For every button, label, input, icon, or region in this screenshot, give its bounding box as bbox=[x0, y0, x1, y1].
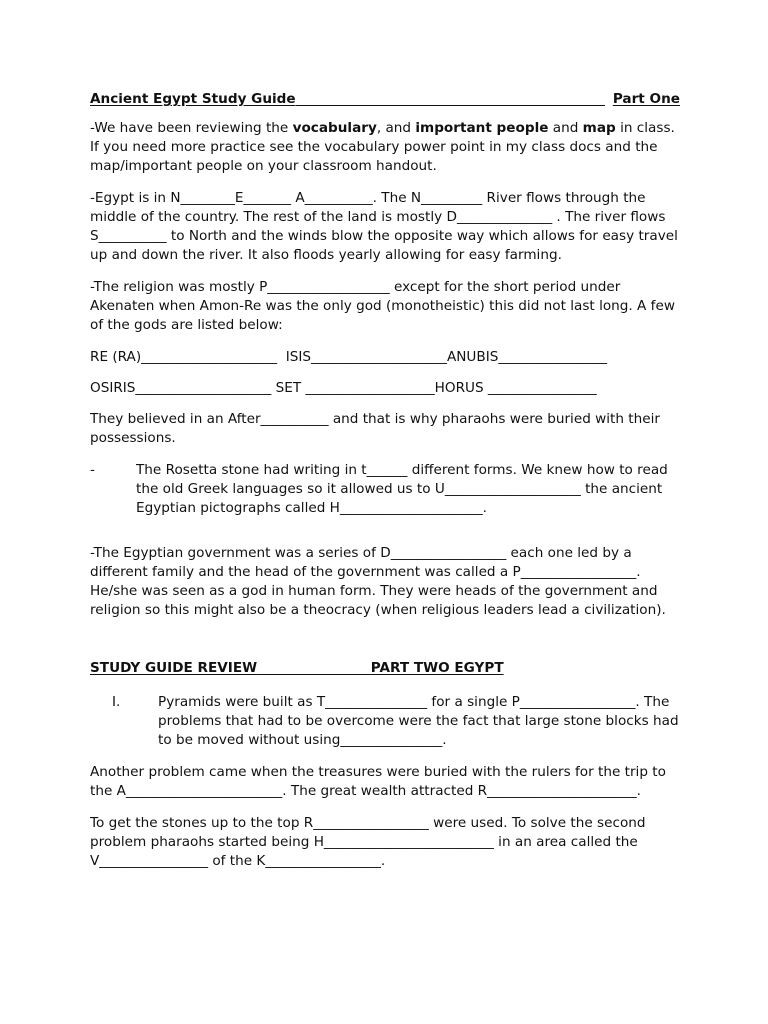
intro-paragraph bbox=[90, 119, 680, 176]
gods-row-2: OSIRIS____________________ SET ___________________HORUS ________________ bbox=[90, 380, 597, 396]
document-header bbox=[90, 90, 680, 109]
government-paragraph: -The Egyptian government was a series of D_________________ each one led by a different family and the head of the government was called a P_________________. He/she was seen as a god in human form. They were heads of the government and religion so this might also be a theocracy (when religious leaders lead a civilization). bbox=[90, 545, 666, 618]
study-guide-page bbox=[90, 90, 680, 884]
document-title: Ancient Egypt Study Guide bbox=[90, 91, 296, 107]
problem-paragraph: Another problem came when the treasures were buried with the rulers for the trip to the A_______________________. The great wealth attracted R______________________. bbox=[90, 764, 666, 799]
spacer bbox=[90, 633, 680, 659]
spacer bbox=[90, 518, 680, 544]
rosetta-text: The Rosetta stone had writing in t______ different forms. We knew how to read the old Greek languages so it allowed us to U____________________ the ancient Egyptian pictographs called H_____________________. bbox=[136, 462, 668, 516]
review-heading bbox=[90, 659, 680, 678]
review-title: STUDY GUIDE REVIEW bbox=[90, 660, 258, 676]
part-label: Part One bbox=[612, 91, 680, 107]
item-number: I. bbox=[112, 694, 121, 710]
rosetta-dash: - bbox=[90, 462, 95, 478]
numbered-item-1 bbox=[90, 693, 680, 750]
rosetta-item bbox=[90, 461, 680, 518]
review-gap bbox=[257, 660, 371, 676]
intro-mid2: and bbox=[548, 120, 583, 136]
afterlife-paragraph: They believed in an After__________ and that is why pharaohs were buried with their possessions. bbox=[90, 411, 660, 446]
gods-row-1: RE (RA)____________________ ISIS____________________ANUBIS________________ bbox=[90, 349, 608, 365]
map-term: map bbox=[582, 120, 616, 136]
geography-paragraph: -Egypt is in N________E_______ A__________. The N_________ River flows through the middle of the country. The rest of the land is mostly D______________ . The river flows S__________ to North and the winds blow the opposite way which allows for easy travel up and down the river. It also floods yearly allowing for easy farming. bbox=[90, 190, 678, 263]
religion-paragraph: -The religion was mostly P__________________ except for the short period under Akenaten when Amon-Re was the only god (monotheistic) this did not last long. A few of the gods are listed below: bbox=[90, 279, 675, 333]
vocabulary-term: vocabulary bbox=[292, 120, 377, 136]
stones-paragraph: To get the stones up to the top R_________________ were used. To solve the second problem pharaohs started being H_________________________ in an area called the V________________ of the K_________________. bbox=[90, 815, 646, 869]
important-people-term: important people bbox=[415, 120, 549, 136]
item-text: Pyramids were built as T_______________ for a single P_________________. The problems that had to be overcome were the fact that large stone blocks had to be moved without using_______________. bbox=[158, 694, 679, 748]
intro-prefix: -We have been reviewing the bbox=[90, 120, 293, 136]
intro-suffix: in class. If you need more practice see the vocabulary power point in my class docs and the map/important people on your classroom handout. bbox=[90, 120, 675, 174]
header-underline bbox=[296, 90, 605, 106]
intro-mid1: , and bbox=[376, 120, 416, 136]
review-part-label: PART TWO EGYPT bbox=[370, 660, 504, 676]
